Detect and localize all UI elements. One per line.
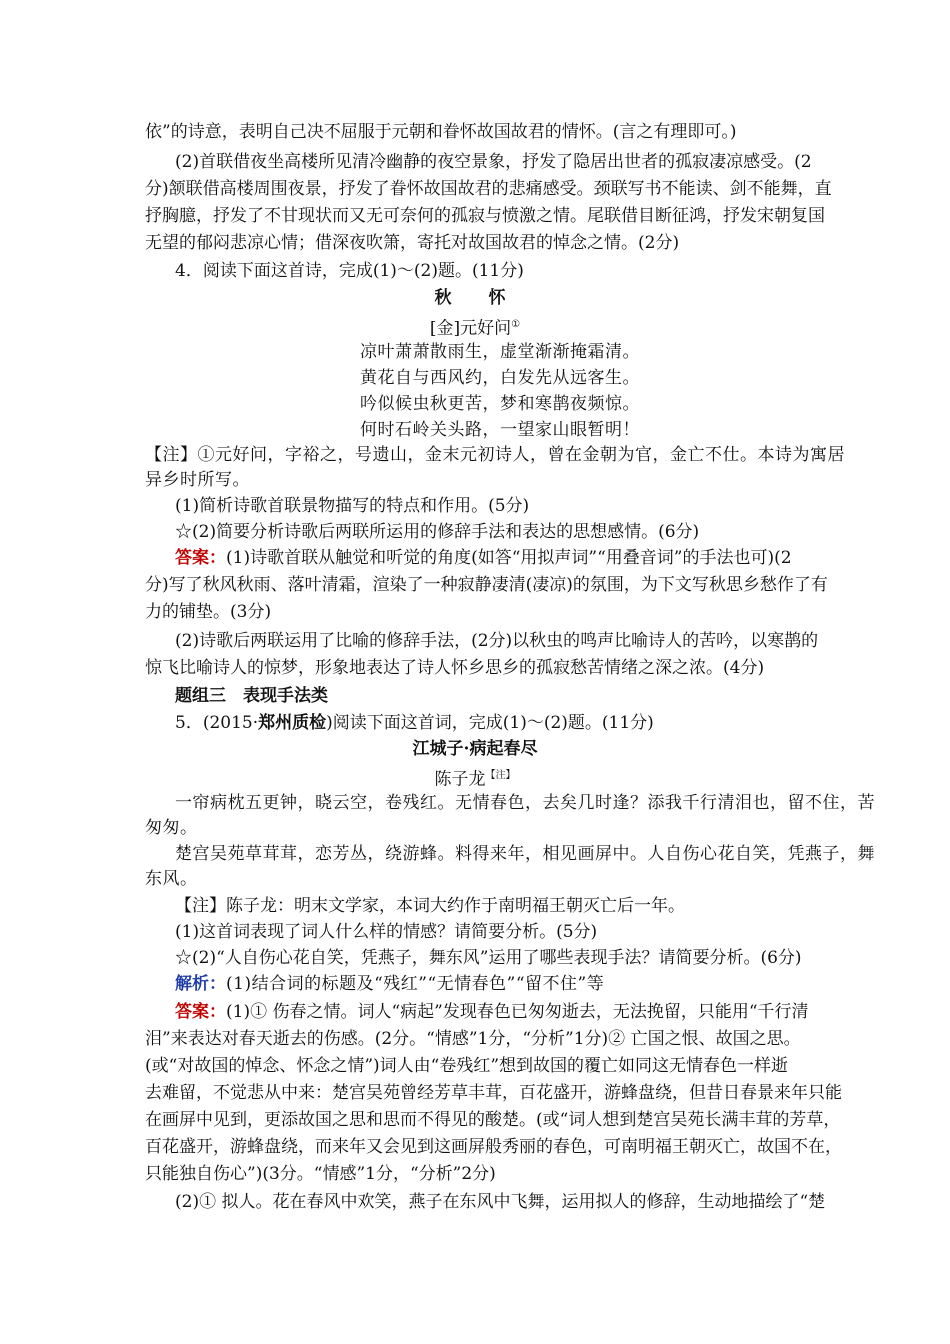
poem1-note: 【注】①元好问，字裕之，号遗山，金末元初诗人，曾在金朝为官，金亡不仕。本诗为寓居 bbox=[145, 445, 845, 465]
text-line: (2)诗歌后两联运用了比喻的修辞手法，(2分)以秋虫的鸣声比喻诗人的苦吟，以寒鹊的 bbox=[175, 631, 819, 651]
text-line: 百花盛开，游蜂盘绕，而来年又会见到这画屏般秀丽的春色，可南明福王朝灭亡，故国不在， bbox=[145, 1137, 842, 1157]
question-5-prefix: 5．(2015· bbox=[175, 713, 259, 733]
text-line: 在画屏中见到，更添故国之思和思而不得见的酸楚。(或“词人想到楚宫吴苑长满丰茸的芳草， bbox=[145, 1110, 841, 1130]
poem1-note: 异乡时所写。 bbox=[145, 470, 250, 490]
poem2-author bbox=[0, 764, 950, 792]
poem2-line: 一帘病枕五更钟，晓云空，卷残红。无情春色，去矣几时逢？添我千行清泪也，留不住，苦 bbox=[175, 793, 875, 813]
analysis-text: (1)结合词的标题及“残红”“无情春色”“留不住”等 bbox=[226, 974, 605, 994]
poem2-note: 【注】陈子龙：明末文学家，本词大约作于南明福王朝灭亡后一年。 bbox=[175, 896, 685, 916]
question-5-2: ☆(2)“人自伤心花自笑，凭燕子，舞东风”运用了哪些表现手法？请简要分析。(6分) bbox=[175, 948, 802, 968]
poem1-author-text: [金]元好问 bbox=[429, 318, 512, 339]
question-5-prompt bbox=[175, 711, 654, 735]
question-4-1: (1)简析诗歌首联景物描写的特点和作用。(5分) bbox=[175, 496, 530, 516]
poem1-line: 何时石岭关头路，一望家山眼暂明！ bbox=[360, 420, 640, 440]
poem1-title-text: 秋 怀 bbox=[434, 288, 516, 308]
analysis-label: 解析： bbox=[175, 974, 226, 994]
poem1-line: 凉叶萧萧散雨生，虚堂渐渐掩霜清。 bbox=[360, 342, 640, 362]
poem1-author bbox=[0, 313, 950, 341]
poem1-note-mark: ① bbox=[511, 319, 521, 330]
text-line: (2)首联借夜坐高楼所见清冷幽静的夜空景象，抒发了隐居出世者的孤寂凄凉感受。(2 bbox=[175, 152, 812, 172]
answer-label: 答案： bbox=[175, 1002, 226, 1022]
answer-text: (1)① 伤春之情。词人“病起”发现春色已匆匆逝去，无法挽留，只能用“千行清 bbox=[226, 1002, 809, 1022]
poem2-title: 江城子·病起春尽 bbox=[412, 739, 538, 759]
answer-4-line bbox=[175, 546, 792, 570]
text-line: 泪”来表达对春天逝去的伤感。(2分。“情感”1分，“分析”1分)② 亡国之恨、故国之思。 bbox=[145, 1029, 801, 1049]
question-5-source: 郑州质检 bbox=[258, 713, 327, 733]
text-line: 无望的郁闷悲凉心情；借深夜吹箫，寄托对故国故君的悼念之情。(2分) bbox=[145, 233, 680, 253]
text-line: 惊飞比喻诗人的惊梦，形象地表达了诗人怀乡思乡的孤寂愁苦情绪之深之浓。(4分) bbox=[145, 658, 765, 678]
section-heading: 题组三 表现手法类 bbox=[175, 686, 328, 706]
question-4-prompt: 4．阅读下面这首诗，完成(1)～(2)题。(11分) bbox=[175, 261, 524, 281]
question-5-1: (1)这首词表现了词人什么样的情感？请简要分析。(5分) bbox=[175, 922, 598, 942]
answer-text: (1)诗歌首联从触觉和听觉的角度(如答“用拟声词”“用叠音词”的手法也可)(2 bbox=[226, 548, 792, 568]
text-line: 去难留，不觉悲从中来：楚宫吴苑曾经芳草丰茸，百花盛开，游蜂盘绕，但昔日春景来年只能 bbox=[145, 1083, 842, 1103]
poem2-line: 匆匆。 bbox=[145, 818, 198, 838]
text-line: 只能独自伤心”)(3分。“情感”1分，“分析”2分) bbox=[145, 1164, 496, 1184]
text-line: (2)① 拟人。花在春风中欢笑，燕子在东风中飞舞，运用拟人的修辞，生动地描绘了“楚 bbox=[175, 1192, 826, 1212]
analysis-line bbox=[175, 972, 604, 996]
question-4-2: ☆(2)简要分析诗歌后两联所运用的修辞手法和表达的思想感情。(6分) bbox=[175, 522, 700, 542]
poem2-line: 楚宫吴苑草茸茸，恋芳丛，绕游蜂。料得来年，相见画屏中。人自伤心花自笑，凭燕子，舞 bbox=[175, 844, 875, 864]
poem2-note-mark: 【注】 bbox=[485, 770, 516, 781]
poem1-line: 黄花自与西风约，白发先从远客生。 bbox=[360, 368, 640, 388]
text-line: (或“对故国的悼念、怀念之情”)词人由“卷残红”想到故国的覆亡如同这无情春色一样逝 bbox=[145, 1056, 789, 1076]
poem1-line: 吟似候虫秋更苦，梦和寒鹊夜频惊。 bbox=[360, 394, 640, 414]
poem2-line: 东风。 bbox=[145, 869, 198, 889]
text-line: 力的铺垫。(3分) bbox=[145, 602, 272, 622]
answer-5-line bbox=[175, 1000, 809, 1024]
poem1-title bbox=[0, 286, 950, 310]
text-line: 依”的诗意，表明自己决不屈服于元朝和眷怀故国故君的情怀。(言之有理即可。) bbox=[145, 122, 737, 142]
answer-label: 答案： bbox=[175, 548, 226, 568]
text-line: 抒胸臆，抒发了不甘现状而又无可奈何的孤寂与愤激之情。尾联借目断征鸿，抒发宋朝复国 bbox=[145, 206, 825, 226]
poem2-author-text: 陈子龙 bbox=[434, 769, 486, 790]
question-5-suffix: )阅读下面这首词，完成(1)～(2)题。(11分) bbox=[326, 713, 654, 733]
text-line: 分)写了秋风秋雨、落叶清霜，渲染了一种寂静凄清(凄凉)的氛围，为下文写秋思乡愁作了有 bbox=[145, 575, 828, 595]
text-line: 分)颔联借高楼周围夜景，抒发了眷怀故国故君的悲痛感受。颈联写书不能读、剑不能舞，直 bbox=[145, 179, 832, 199]
